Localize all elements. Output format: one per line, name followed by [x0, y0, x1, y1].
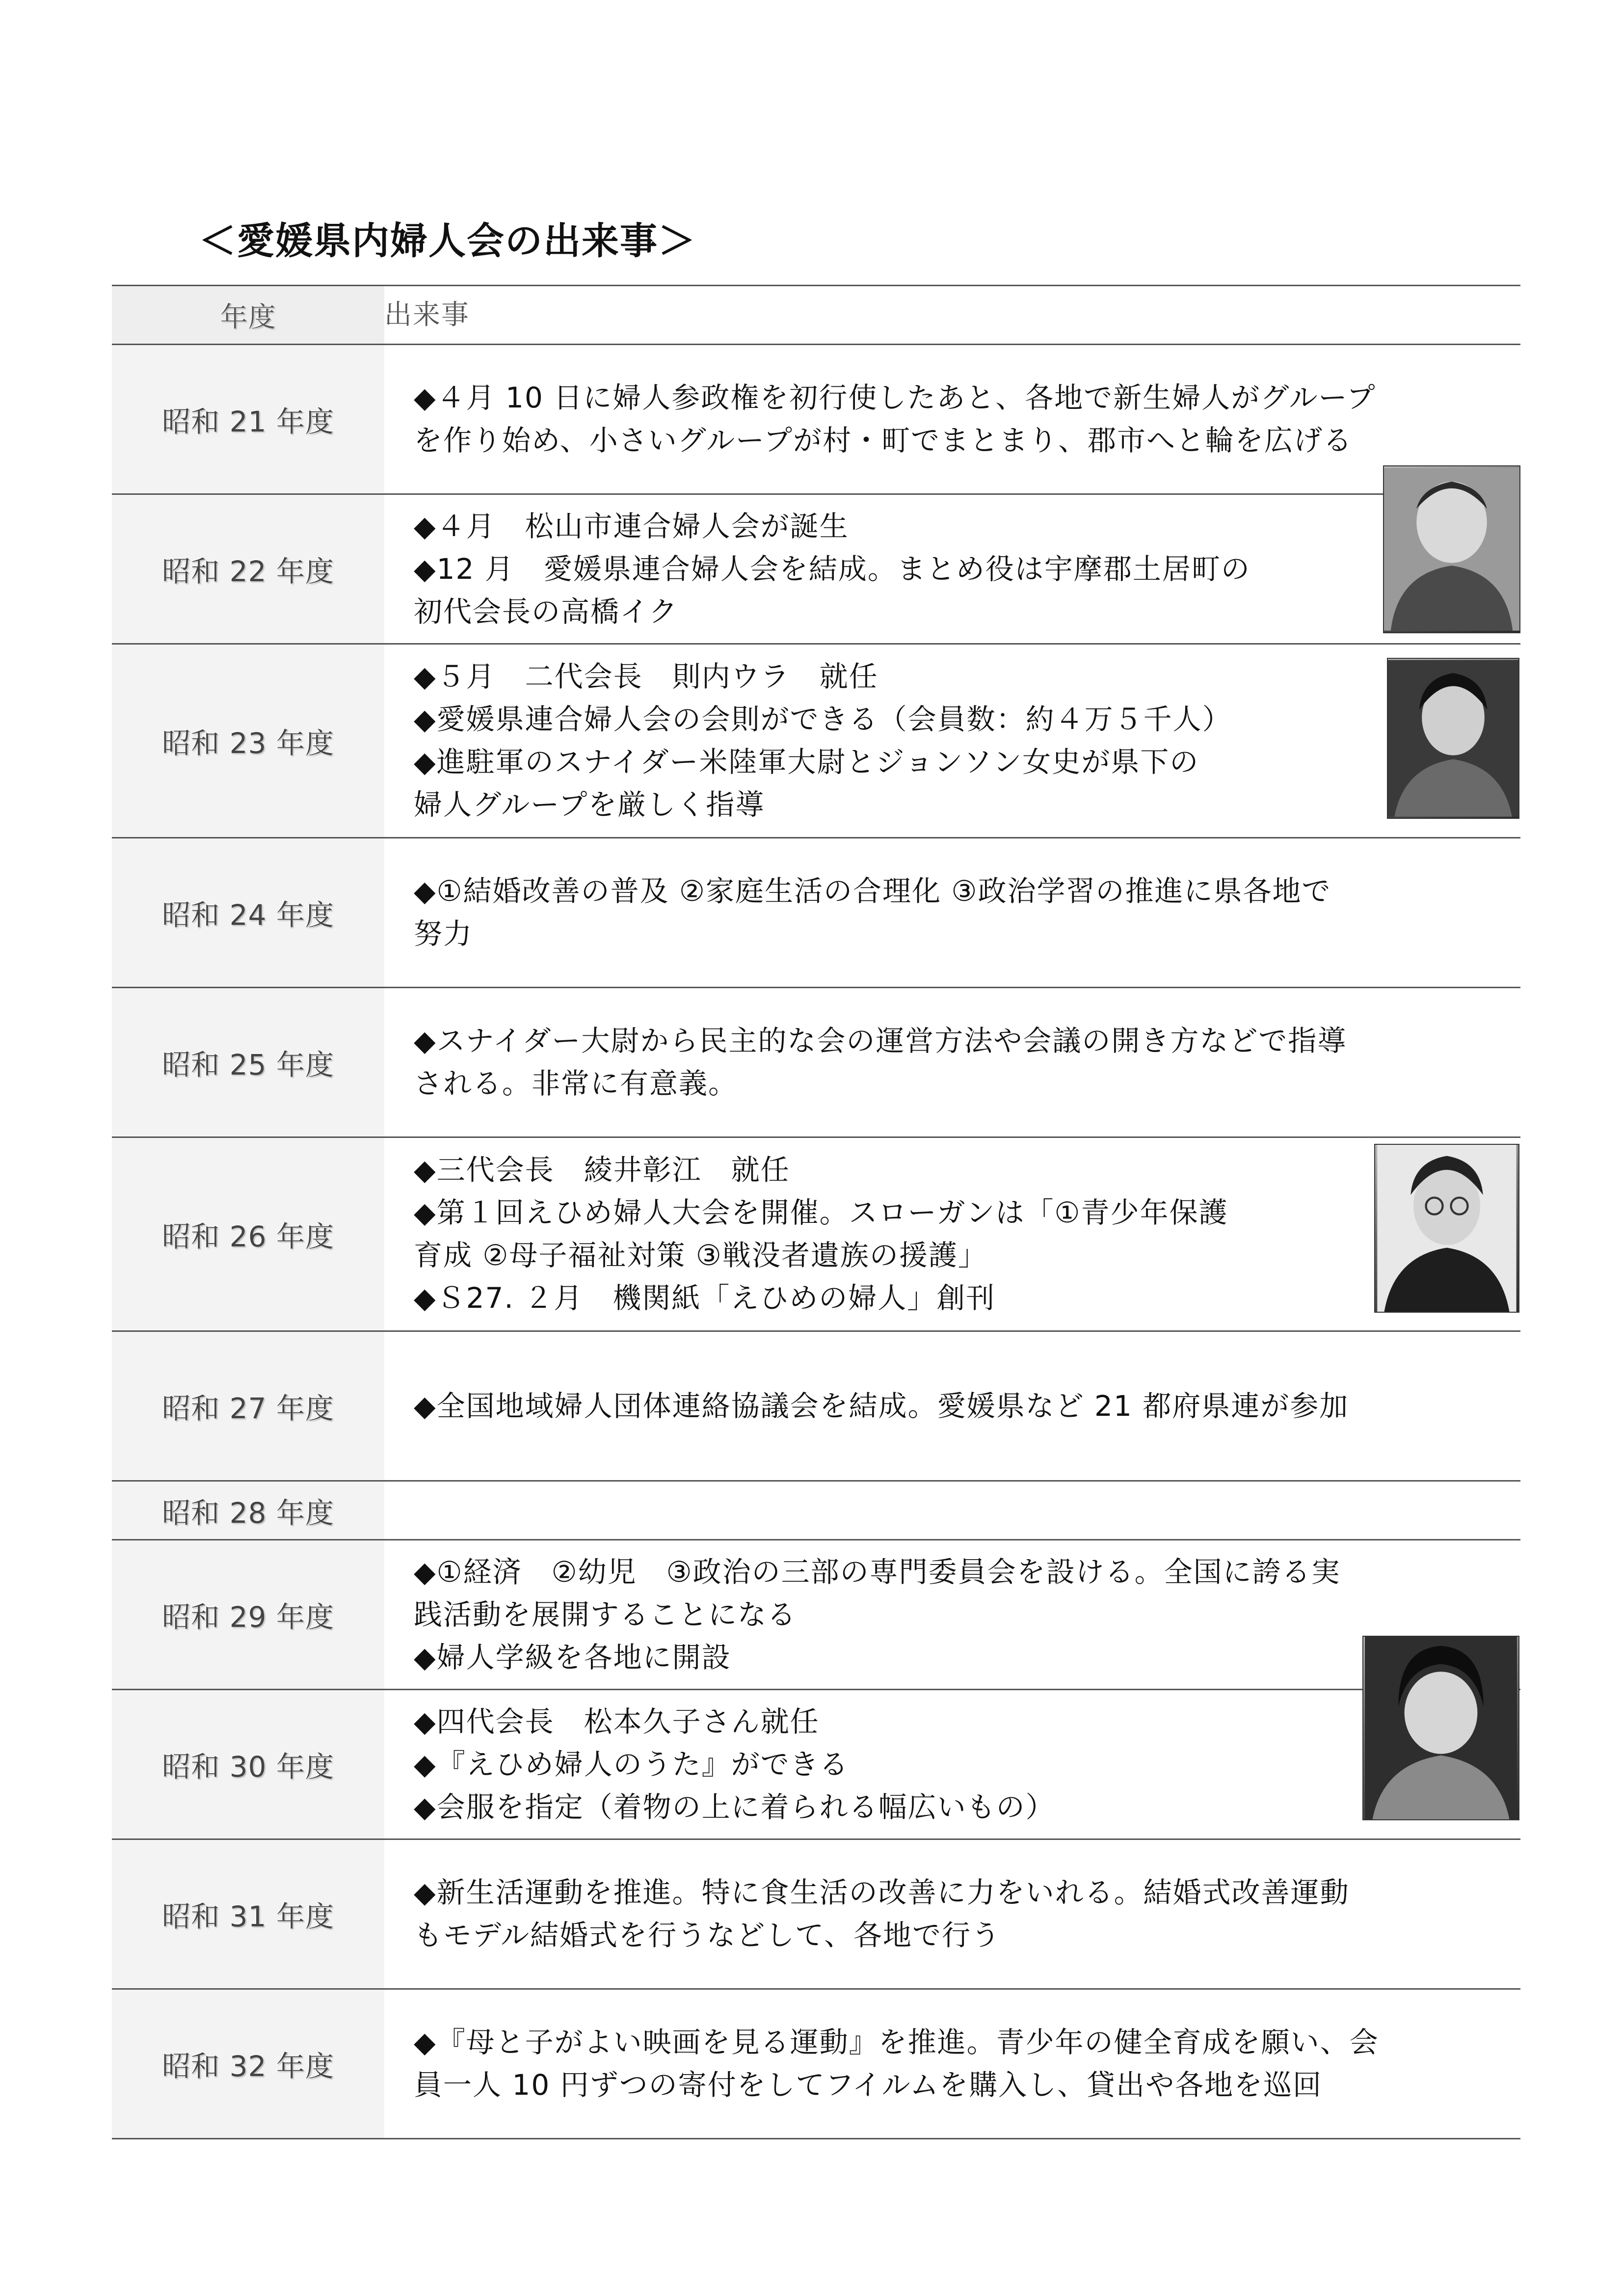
events-cell — [384, 1332, 1520, 1480]
event-line: ◆会服を指定（着物の上に着られる幅広いもの） — [414, 1790, 1055, 1824]
year-column-header: 年度 — [112, 286, 384, 344]
event-line: ◆新生活運動を推進。特に食生活の改善に力をいれる。結婚式改善運動 — [414, 1876, 1350, 1909]
event-line: ◆４月 10 日に婦人参政権を初行使したあと、各地で新生婦人がグループ — [414, 381, 1376, 414]
event-line: ◆婦人学級を各地に開設 — [414, 1640, 731, 1674]
year-cell: 昭和 21 年度 — [112, 345, 384, 493]
table-row — [112, 645, 1520, 838]
table-row — [112, 1482, 1520, 1540]
event-line: ◆①経済 ②幼児 ③政治の三部の専門委員会を設ける。全国に誇る実 — [414, 1555, 1341, 1589]
events-cell — [384, 1990, 1520, 2138]
event-line: を作り始め、小さいグループが村・町でまとまり、郡市へと輪を広げる — [414, 424, 1353, 457]
table-row — [112, 988, 1520, 1138]
event-line: される。非常に有意義。 — [414, 1067, 738, 1100]
table-row — [112, 1840, 1520, 1990]
event-line: ◆全国地域婦人団体連絡協議会を結成。愛媛県など 21 都府県連が参加 — [414, 1389, 1349, 1423]
event-line: ◆第１回えひめ婦人大会を開催。スローガンは「①青少年保護 — [414, 1196, 1228, 1229]
table-row — [112, 838, 1520, 988]
table-row — [112, 1990, 1520, 2139]
event-line: ◆『母と子がよい映画を見る運動』を推進。青少年の健全育成を願い、会 — [414, 2026, 1379, 2059]
year-cell: 昭和 32 年度 — [112, 1990, 384, 2138]
events-cell — [384, 1690, 1520, 1838]
event-line: 員一人 10 円ずつの寄付をしてフイルムを購入し、貸出や各地を巡回 — [414, 2068, 1323, 2102]
events-cell — [384, 495, 1520, 643]
event-line: 践活動を展開することになる — [414, 1597, 797, 1631]
events-cell — [384, 1840, 1520, 1988]
event-line: ◆①結婚改善の普及 ②家庭生活の合理化 ③政治学習の推進に県各地で — [414, 874, 1331, 908]
event-line: ◆12 月 愛媛県連合婦人会を結成。まとめ役は宇摩郡土居町の — [414, 552, 1251, 586]
person-photo-icon — [1384, 466, 1519, 632]
events-cell — [384, 1482, 1520, 1539]
person-photo-icon — [1388, 659, 1518, 818]
person-photo-icon — [1375, 1145, 1518, 1312]
event-line: ◆５月 二代会長 則内ウラ 就任 — [414, 660, 878, 693]
events-table — [112, 285, 1520, 2139]
events-cell — [384, 645, 1520, 837]
year-cell: 昭和 27 年度 — [112, 1332, 384, 1480]
year-cell: 昭和 26 年度 — [112, 1138, 384, 1330]
year-cell: 昭和 24 年度 — [112, 838, 384, 987]
events-cell — [384, 345, 1520, 493]
event-line: ◆スナイダー大尉から民主的な会の運営方法や会議の開き方などで指導 — [414, 1024, 1347, 1057]
event-line: ◆４月 松山市連合婦人会が誕生 — [414, 509, 849, 543]
year-cell: 昭和 23 年度 — [112, 645, 384, 837]
year-cell: 昭和 30 年度 — [112, 1690, 384, 1838]
year-cell: 昭和 29 年度 — [112, 1540, 384, 1689]
events-cell — [384, 988, 1520, 1136]
year-cell: 昭和 31 年度 — [112, 1840, 384, 1988]
event-line: 育成 ②母子福祉対策 ③戦没者遺族の援護」 — [414, 1239, 987, 1272]
event-line: ◆進駐軍のスナイダー米陸軍大尉とジョンソン女史が県下の — [414, 745, 1199, 779]
events-cell — [384, 1540, 1520, 1689]
event-line: ◆四代会長 松本久子さん就任 — [414, 1704, 820, 1738]
table-header — [112, 286, 1520, 345]
event-line: 初代会長の高橋イク — [414, 594, 678, 628]
event-line: ◆愛媛県連合婦人会の会則ができる（会員数：約４万５千人） — [414, 702, 1232, 736]
portrait-photo-icon — [1383, 465, 1520, 633]
portrait-photo-icon — [1387, 658, 1519, 819]
event-line: ◆三代会長 綾井彰江 就任 — [414, 1153, 790, 1187]
table-row — [112, 1690, 1520, 1840]
year-cell: 昭和 25 年度 — [112, 988, 384, 1136]
portrait-photo-icon — [1362, 1636, 1519, 1820]
page-title: ＜愛媛県内婦人会の出来事＞ — [199, 219, 696, 263]
events-cell — [384, 838, 1520, 987]
event-line: もモデル結婚式を行うなどして、各地で行う — [414, 1918, 1001, 1952]
year-cell: 昭和 22 年度 — [112, 495, 384, 643]
table-row — [112, 1332, 1520, 1482]
table-row — [112, 495, 1520, 645]
events-cell — [384, 1138, 1520, 1330]
table-row — [112, 345, 1520, 495]
event-line: 婦人グループを厳しく指導 — [414, 788, 765, 821]
portrait-photo-icon — [1374, 1144, 1519, 1313]
table-row — [112, 1138, 1520, 1332]
table-row — [112, 1540, 1520, 1690]
event-line: ◆『えひめ婦人のうた』ができる — [414, 1747, 849, 1781]
events-column-header: 出来事 — [384, 286, 1520, 344]
event-line: ◆Ｓ27. ２月 機関紙「えひめの婦人」創刊 — [414, 1281, 996, 1315]
person-photo-icon — [1363, 1637, 1518, 1819]
year-cell: 昭和 28 年度 — [112, 1482, 384, 1539]
event-line: 努力 — [414, 917, 473, 950]
